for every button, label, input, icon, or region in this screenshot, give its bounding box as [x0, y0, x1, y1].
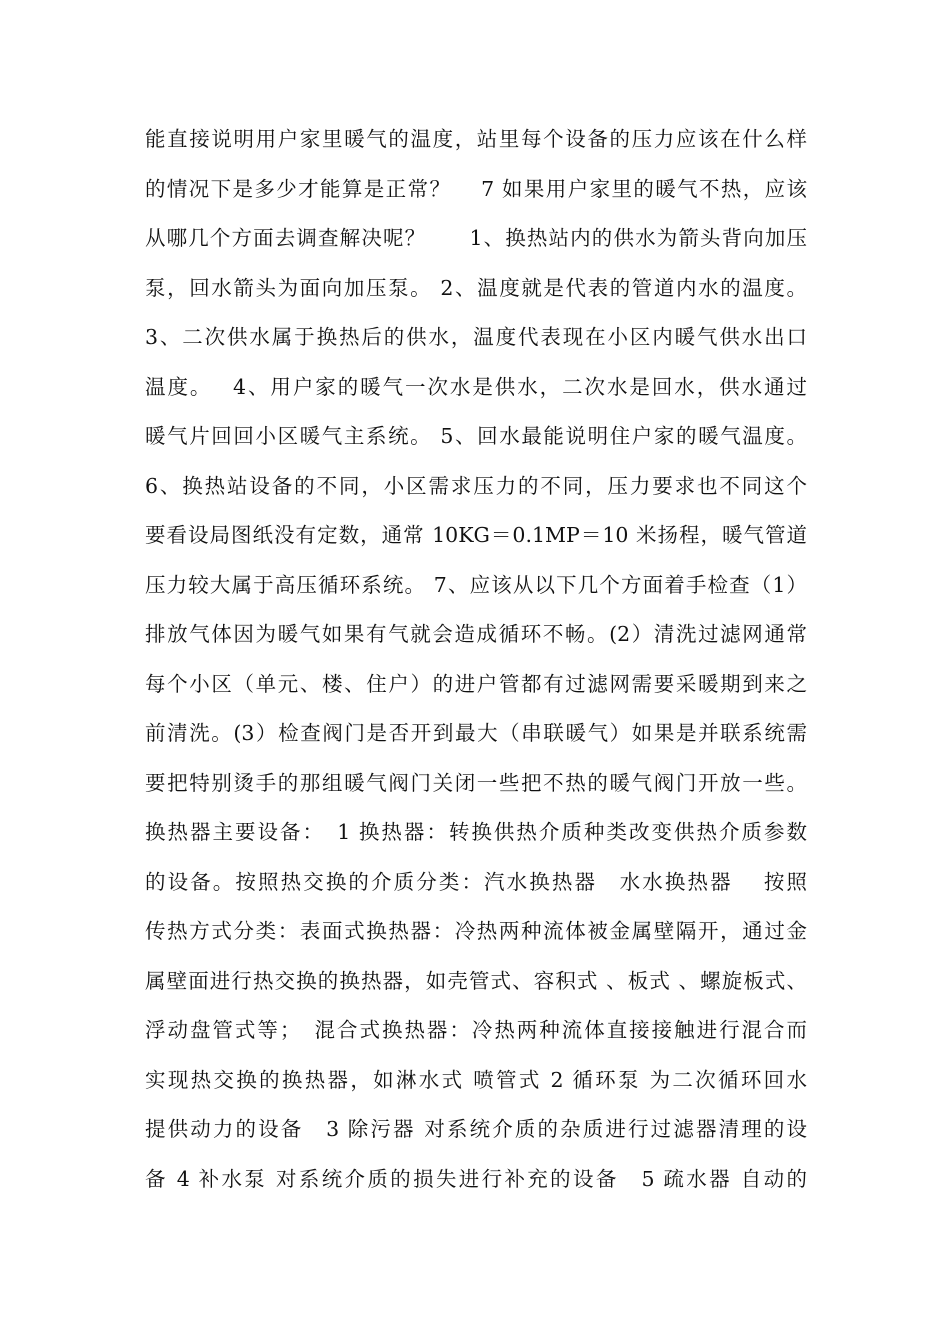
text-line: 属壁面进行热交换的换热器，如壳管式、容积式 、板式 、螺旋板式、 [145, 968, 807, 993]
text-line: 的情况下是多少才能算是正常？ 7 如果用户家里的暖气不热，应该 [145, 176, 807, 201]
text-line: 要看设局图纸没有定数，通常 10KG＝0.1MP＝10 米扬程，暖气管道 [145, 523, 807, 547]
text-line: 6、换热站设备的不同，小区需求压力的不同，压力要求也不同这个 [145, 473, 807, 498]
text-line: 实现热交换的换热器，如淋水式 喷管式 2 循环泵 为二次循环回水 [145, 1067, 807, 1092]
text-line: 温度。 4、用户家的暖气一次水是供水，二次水是回水，供水通过 [145, 374, 807, 399]
text-line: 换热器主要设备： 1 换热器：转换供热介质种类改变供热介质参数 [145, 820, 807, 844]
text-line: 泵，回水箭头为面向加压泵。 2、温度就是代表的管道内水的温度。 [145, 275, 807, 300]
text-line: 暖气片回回小区暖气主系统。 5、回水最能说明住户家的暖气温度。 [145, 424, 807, 448]
body-text [145, 115, 807, 1204]
text-line: 从哪几个方面去调查解决呢？ 1、换热站内的供水为箭头背向加压 [145, 226, 807, 250]
text-line: 备 4 补水泵 对系统介质的损失进行补充的设备 5 疏水器 自动的 [145, 1166, 807, 1191]
text-line: 传热方式分类：表面式换热器：冷热两种流体被金属壁隔开，通过金 [145, 919, 807, 943]
text-line: 排放气体因为暖气如果有气就会造成循环不畅。(2）清洗过滤网通常 [145, 622, 807, 646]
text-line: 前清洗。(3）检查阀门是否开到最大（串联暖气）如果是并联系统需 [145, 721, 807, 745]
text-line: 提供动力的设备 3 除污器 对系统介质的杂质进行过滤器清理的设 [145, 1117, 807, 1141]
text-line: 要把特别烫手的那组暖气阀门关闭一些把不热的暖气阀门开放一些。 [145, 770, 807, 795]
text-line: 能直接说明用户家里暖气的温度，站里每个设备的压力应该在什么样 [145, 127, 807, 151]
text-line: 的设备。按照热交换的介质分类：汽水换热器 水水换热器 按照 [145, 869, 807, 894]
text-line: 浮动盘管式等； 混合式换热器：冷热两种流体直接接触进行混合而 [145, 1018, 807, 1042]
text-line: 压力较大属于高压循环系统。 7、应该从以下几个方面着手检查（1） [145, 572, 807, 597]
text-line: 每个小区（单元、楼、住户）的进户管都有过滤网需要采暖期到来之 [145, 671, 807, 696]
text-line: 3、二次供水属于换热后的供水，温度代表现在小区内暖气供水出口 [145, 325, 807, 349]
